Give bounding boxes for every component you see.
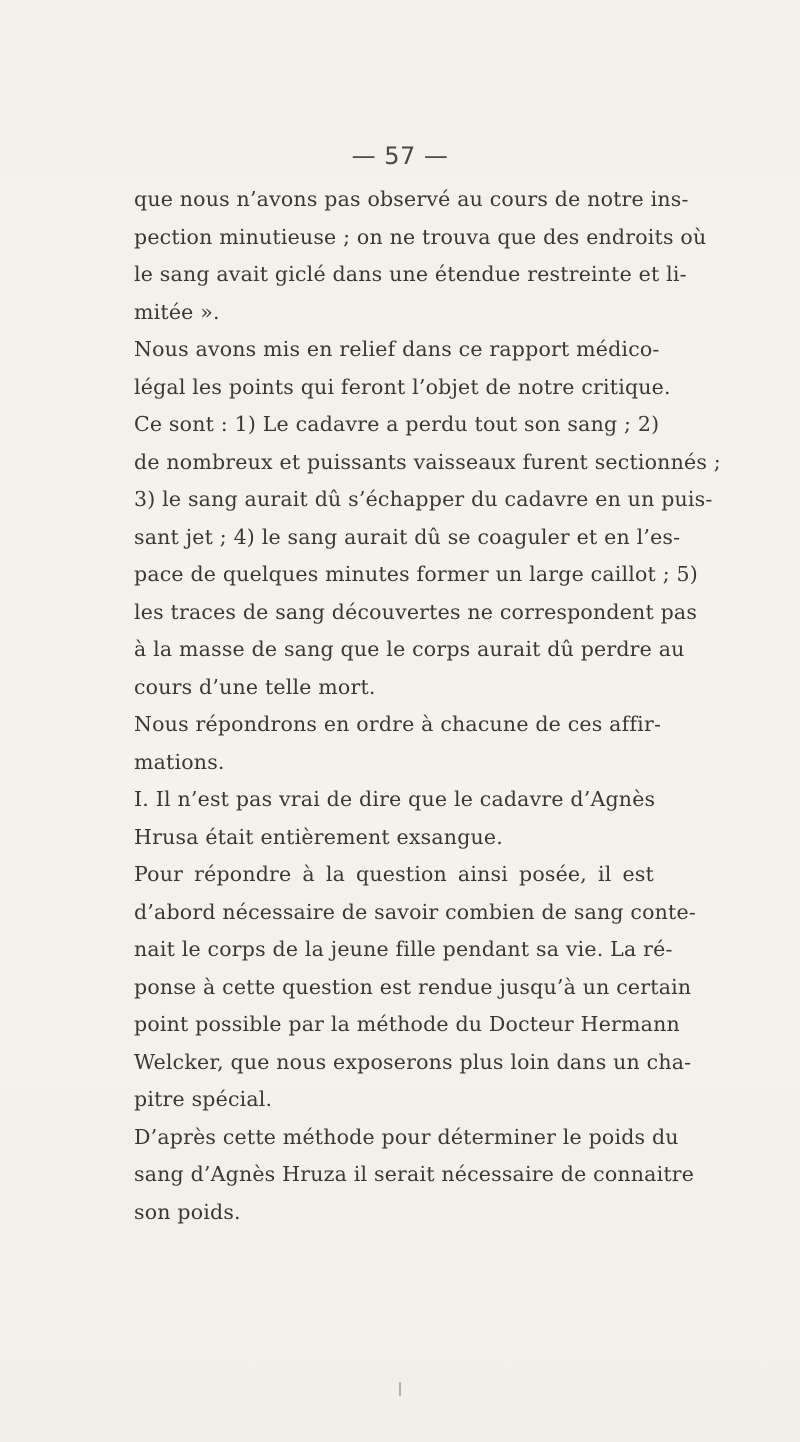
page-number: — 57 — (351, 142, 449, 170)
text-line: sang d’Agnès Hruza il serait nécessaire de connaitre (134, 1162, 695, 1186)
text-line: pection minutieuse ; on ne trouva que des endroits où (134, 224, 707, 249)
text-line: point possible par la méthode du Docteur Hermann (134, 1012, 680, 1036)
text-line: Hrusa était entièrement exsangue. (134, 824, 503, 849)
text-line: cours d’une telle mort. (134, 674, 376, 699)
text-line: 3) le sang aurait dû s’échapper du cadavre en un puis- (134, 487, 713, 511)
text-line: nait le corps de la jeune fille pendant sa vie. La ré- (134, 937, 673, 961)
text-line: légal les points qui feront l’objet de notre critique. (134, 374, 671, 399)
text-line: les traces de sang découvertes ne correspondent pas (134, 599, 698, 624)
text-line: Nous répondrons en ordre à chacune de ces affir- (134, 712, 662, 736)
text-line: Welcker, que nous exposerons plus loin dans un cha- (134, 1049, 692, 1074)
text-line: d’abord nécessaire de savoir combien de sang conte- (134, 899, 696, 924)
text-line: mations. (134, 749, 225, 774)
text-line: D’après cette méthode pour déterminer le poids du (134, 1124, 679, 1149)
scan-speck (399, 1382, 401, 1396)
text-line: à la masse de sang que le corps aurait dû perdre au (134, 637, 685, 661)
text-line: I. Il n’est pas vrai de dire que le cadavre d’Agnès (134, 787, 656, 811)
text-line: son poids. (134, 1199, 241, 1224)
text-line: de nombreux et puissants vaisseaux furent sectionnés ; (134, 449, 721, 474)
text-line: Nous avons mis en relief dans ce rapport médico- (134, 337, 660, 361)
body-text (134, 181, 721, 1231)
text-line: pitre spécial. (134, 1087, 273, 1111)
text-line: sant jet ; 4) le sang aurait dû se coaguler et en l’es- (134, 524, 681, 549)
text-line: que nous n’avons pas observé au cours de notre ins- (134, 187, 689, 211)
text-line: pace de quelques minutes former un large caillot ; 5) (134, 562, 698, 586)
text-line: Ce sont : 1) Le cadavre a perdu tout son sang ; 2) (134, 412, 660, 436)
text-line: Pour répondre à la question ainsi posée, il est (134, 862, 654, 886)
text-line: le sang avait giclé dans une étendue restreinte et li- (134, 262, 687, 286)
text-line: ponse à cette question est rendue jusqu’à un certain (134, 974, 692, 999)
text-line: mitée ». (134, 299, 220, 324)
